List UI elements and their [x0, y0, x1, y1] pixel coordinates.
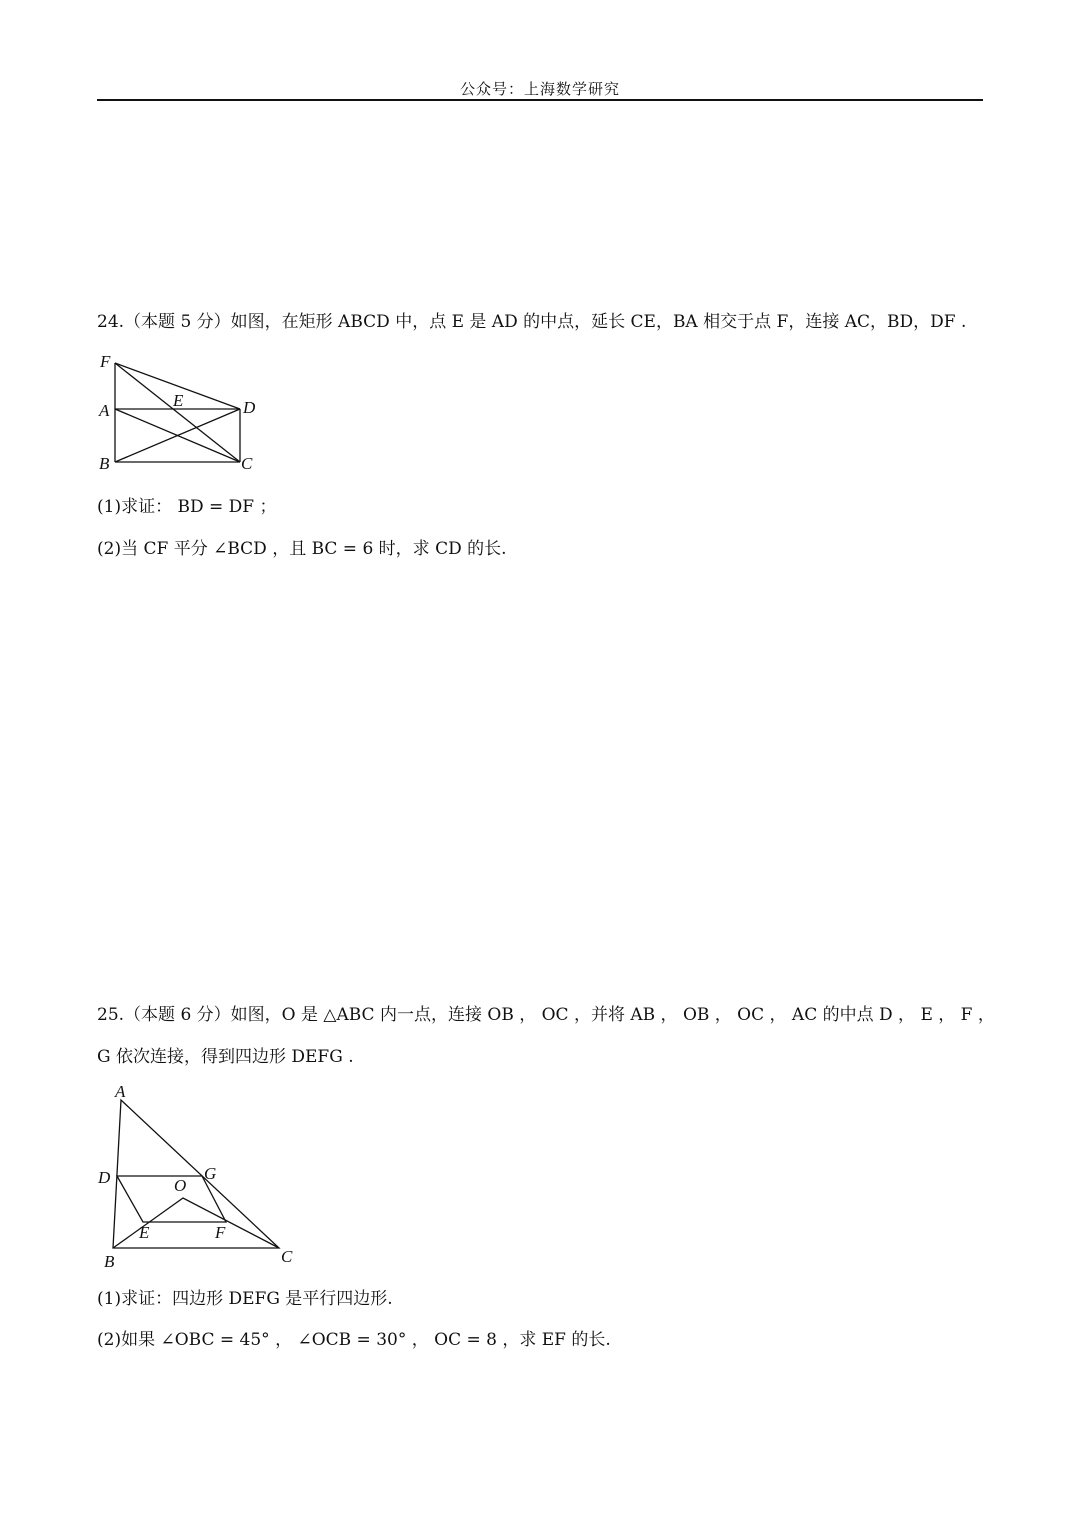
- q25-label-G: G: [204, 1164, 217, 1183]
- q24-figure: [95, 350, 265, 478]
- q25-stem-line2: G 依次连接，得到四边形 DEFG .: [97, 1047, 354, 1067]
- q24-stem: 24.（本题 5 分）如图，在矩形 ABCD 中，点 E 是 AD 的中点，延长 CE，BA 相交于点 F，连接 AC，BD，DF .: [97, 312, 967, 332]
- header-divider: [97, 99, 983, 101]
- q25-stem-line1: 25.（本题 6 分）如图，O 是 △ABC 内一点，连接 OB ， OC ，并将 AB ， OB ， OC ， AC 的中点 D ， E ， F ，: [97, 1005, 995, 1025]
- q25-label-D: D: [98, 1168, 111, 1187]
- q25-part2: (2)如果 ∠OBC = 45° ， ∠OCB = 30° ， OC = 8 ，求 EF 的长.: [97, 1330, 611, 1350]
- q24-label-B: B: [99, 454, 110, 473]
- q25-figure: [95, 1078, 305, 1273]
- q24-line-FC: [115, 363, 240, 462]
- q25-lines-BOC: [113, 1198, 279, 1248]
- q25-label-E: E: [139, 1223, 150, 1242]
- q25-triangle-ABC: [113, 1100, 279, 1248]
- q25-label-B: B: [104, 1252, 115, 1271]
- q24-part2: (2)当 CF 平分 ∠BCD ，且 BC = 6 时，求 CD 的长.: [97, 539, 507, 559]
- q25-part1: (1)求证：四边形 DEFG 是平行四边形.: [97, 1289, 393, 1309]
- q24-label-E: E: [173, 391, 184, 410]
- q25-label-F: F: [215, 1223, 226, 1242]
- q24-label-D: D: [243, 398, 256, 417]
- q24-label-A: A: [99, 401, 110, 420]
- q24-label-C: C: [241, 454, 253, 473]
- page-header: 公众号：上海数学研究: [459, 80, 620, 98]
- q25-label-A: A: [115, 1082, 126, 1101]
- q24-label-F: F: [100, 352, 111, 371]
- q25-label-O: O: [174, 1176, 187, 1195]
- q25-label-C: C: [281, 1247, 293, 1266]
- q24-part1: (1)求证： BD = DF ；: [97, 497, 277, 517]
